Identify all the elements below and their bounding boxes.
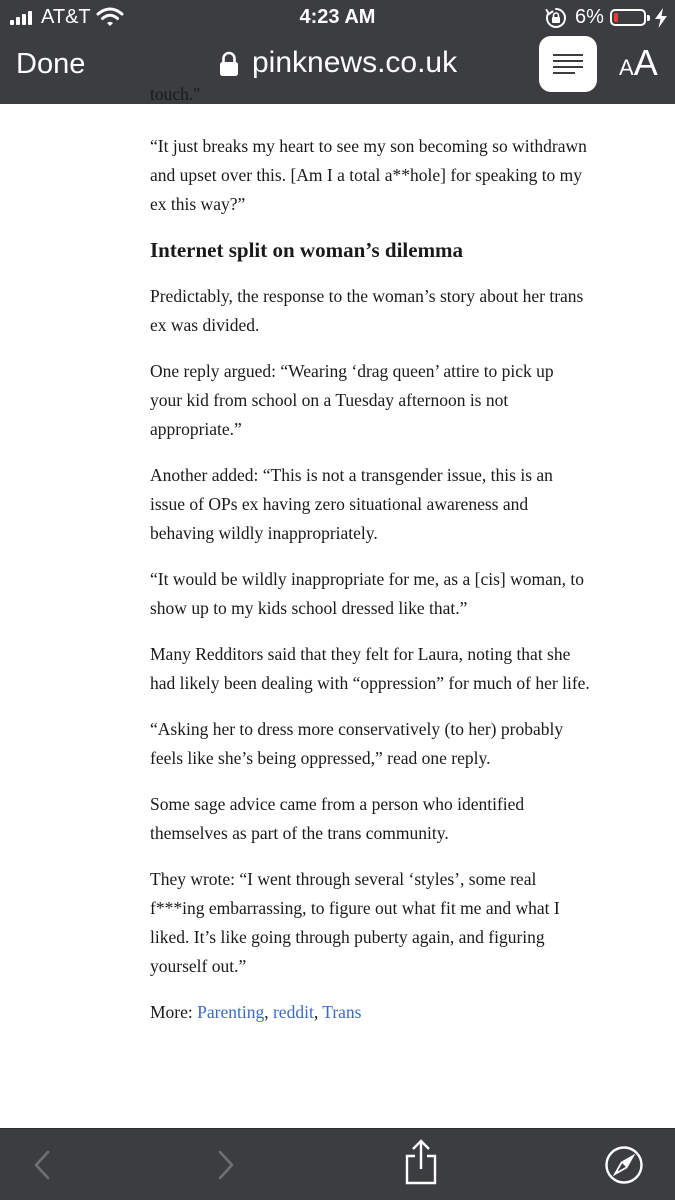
more-tags: More: Parenting, reddit, Trans: [150, 1002, 362, 1022]
chevron-left-icon[interactable]: [30, 1149, 54, 1181]
top-bar: [0, 0, 675, 104]
compass-icon[interactable]: [604, 1145, 644, 1185]
text-size-button[interactable]: [619, 42, 658, 84]
text-size-large-label: A: [633, 42, 658, 83]
tag-link-reddit[interactable]: reddit: [272, 1002, 314, 1022]
text-size-small-label: A: [619, 55, 634, 80]
address-bar-url[interactable]: pinknews.co.uk: [252, 46, 458, 79]
article-paragraph: “It would be wildly inappropriate for me, as a [cis] woman, to show up to my kids school dressed like that.”: [150, 569, 584, 618]
done-button[interactable]: Done: [16, 48, 86, 80]
battery-icon: [610, 9, 646, 26]
reader-view-button[interactable]: [539, 36, 597, 92]
charging-bolt-icon: [654, 8, 668, 28]
cut-off-text: touch.": [150, 84, 201, 104]
article-paragraph: “It just breaks my heart to see my son becoming so withdrawn and upset over this. [Am I a total a**hole] for speaking to my ex this way?”: [150, 136, 587, 214]
tag-link-parenting[interactable]: Parenting: [197, 1002, 265, 1022]
more-label: More:: [150, 1002, 193, 1022]
bottom-toolbar: [0, 1128, 675, 1200]
lock-icon: [219, 51, 239, 77]
cut-off-line: [150, 84, 590, 108]
battery-percent: 6%: [575, 6, 604, 28]
chevron-right-icon[interactable]: [214, 1149, 238, 1181]
share-icon[interactable]: [404, 1139, 438, 1185]
article-paragraph: They wrote: “I went through several ‘styles’, some real f***ing embarrassing, to figure out what fit me and what I liked. It’s like going through puberty again, and figuring yourself out.”: [150, 869, 560, 976]
section-heading: Internet split on woman’s dilemma: [150, 238, 464, 262]
article-paragraph: “Asking her to dress more conservatively (to her) probably feels like she’s being oppressed,” read one reply.: [150, 719, 564, 768]
article-paragraph: Many Redditors said that they felt for Laura, noting that she had likely been dealing with “oppression” for much of her life.: [150, 644, 590, 693]
carrier-name: AT&T: [41, 6, 91, 28]
status-time: 4:23 AM: [299, 6, 376, 28]
article-paragraph: One reply argued: “Wearing ‘drag queen’ attire to pick up your kid from school on a Tuesday afternoon is not appropriate.”: [150, 361, 554, 439]
rotation-lock-icon: [545, 7, 567, 29]
article-paragraph: Another added: “This is not a transgender issue, this is an issue of OPs ex having zero situational awareness and behaving wildly inappropriately.: [150, 465, 553, 543]
article-body: [150, 84, 590, 1044]
status-bar: [0, 0, 675, 34]
article-paragraph: Predictably, the response to the woman’s story about her trans ex was divided.: [150, 286, 584, 335]
browser-nav-row: [0, 34, 675, 104]
tag-link-trans[interactable]: Trans: [322, 1002, 362, 1022]
article-paragraph: Some sage advice came from a person who identified themselves as part of the trans community.: [150, 794, 525, 843]
